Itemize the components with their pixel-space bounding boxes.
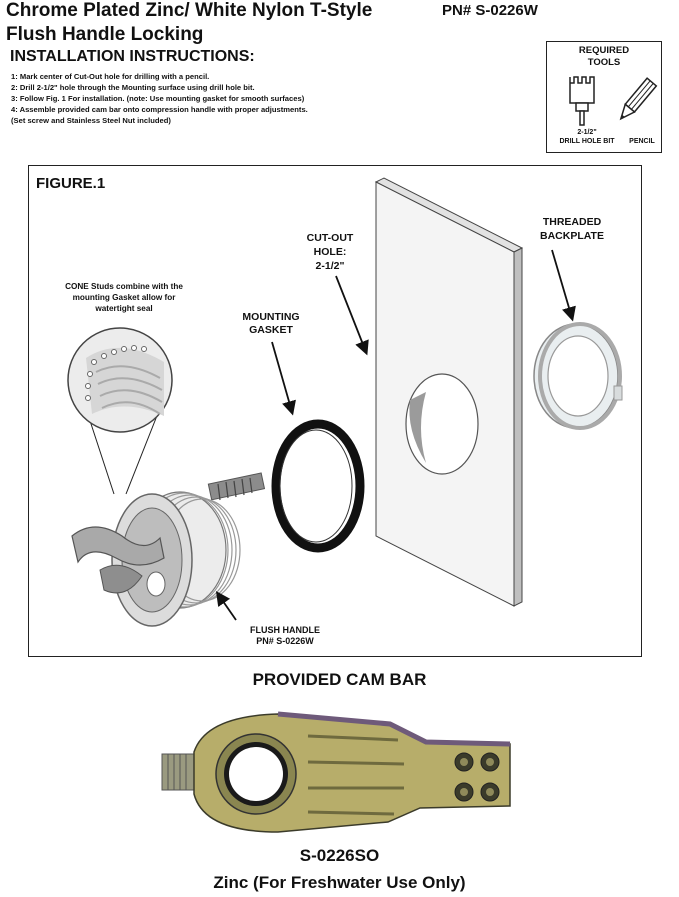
gasket-label-line1: MOUNTING [242, 311, 300, 323]
instruction-step: (Set screw and Stainless Steel Nut included) [11, 116, 171, 125]
handle-label-line2: PN# S-0226W [256, 636, 314, 646]
instruction-step: 4: Assemble provided cam bar onto compression handle with proper adjustments. [11, 105, 308, 114]
product-title-line2: Flush Handle Locking [6, 24, 204, 45]
header-part-number: PN# S-0226W [442, 2, 538, 19]
drill-size-label: 2-1/2" [577, 129, 597, 136]
figure-title: FIGURE.1 [36, 175, 106, 192]
cutout-label-line1: CUT-OUT [306, 232, 354, 244]
cutout-label-line2: HOLE: [313, 246, 347, 258]
backplate-label-line2: BACKPLATE [540, 230, 604, 242]
cam-bar-note: Zinc (For Freshwater Use Only) [213, 873, 466, 892]
cutout-label-line3: 2-1/2" [315, 260, 345, 272]
instruction-step: 3: Follow Fig. 1 For installation. (note: Use mounting gasket for smooth surfaces) [11, 94, 305, 103]
pencil-label: PENCIL [629, 138, 655, 145]
drill-bit-label: DRILL HOLE BIT [559, 138, 615, 145]
gasket-label-line2: GASKET [249, 324, 293, 336]
required-tools-title: REQUIRED TOOLS [578, 45, 630, 68]
cam-bar-illustration [158, 712, 518, 840]
cone-note-line1: CONE Studs combine with the [65, 282, 183, 291]
backplate-label-line1: THREADED [542, 216, 602, 228]
cam-bar-part-number: S-0226SO [299, 846, 380, 865]
cone-note-line3: watertight seal [95, 304, 153, 313]
instructions-heading: INSTALLATION INSTRUCTIONS: [10, 48, 255, 65]
handle-label-line1: FLUSH HANDLE [250, 625, 320, 635]
instruction-step: 1: Mark center of Cut-Out hole for drilling with a pencil. [11, 72, 210, 81]
product-title-line1: Chrome Plated Zinc/ White Nylon T-Style [6, 0, 373, 21]
cone-note-line2: mounting Gasket allow for [72, 293, 176, 302]
instruction-step: 2: Drill 2-1/2" hole through the Mounting surface using drill hole bit. [11, 83, 255, 92]
cam-bar-heading: PROVIDED CAM BAR [252, 670, 427, 689]
